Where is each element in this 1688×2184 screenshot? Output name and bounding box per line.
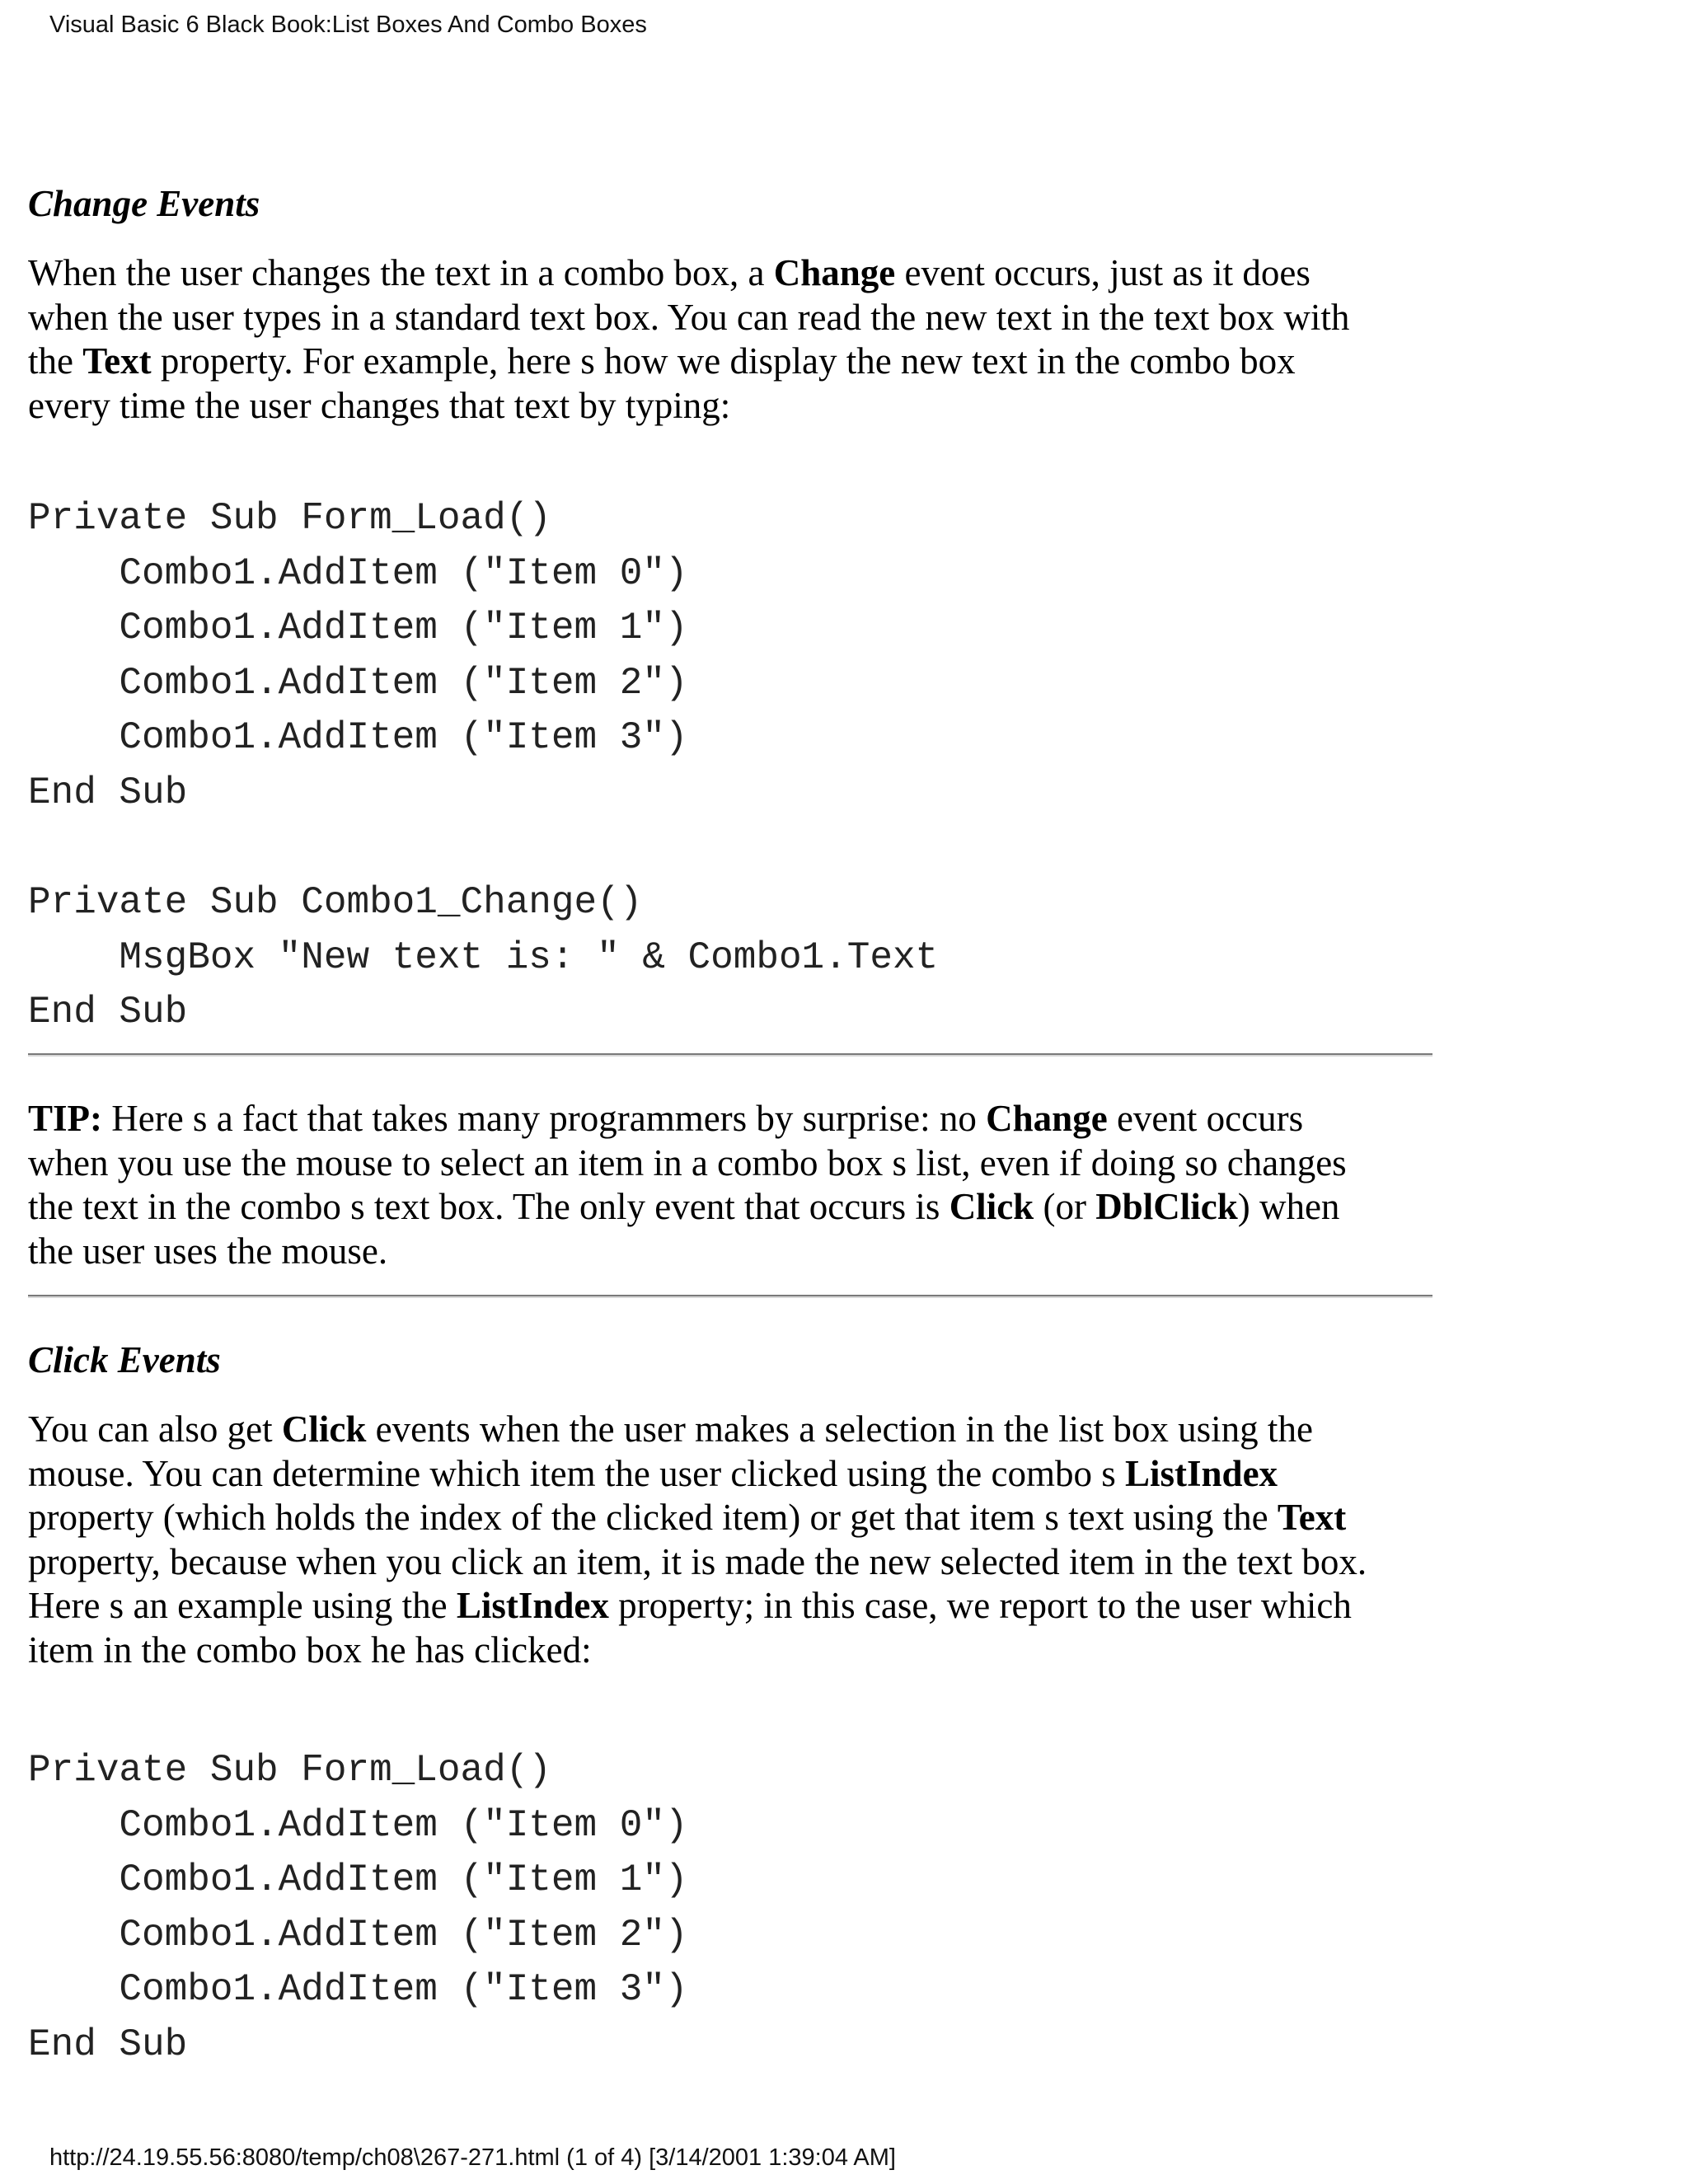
bold-term: Text <box>82 340 152 382</box>
tip-paragraph <box>28 1097 1429 1273</box>
text-line: when you use the mouse to select an item in a combo box s list, even if doing so changes <box>28 1141 1347 1183</box>
code-line: Combo1.AddItem ("Item 2") <box>28 1913 688 1957</box>
code-line: End Sub <box>28 991 188 1034</box>
code-line: Combo1.AddItem ("Item 0") <box>28 1803 688 1847</box>
code-line: Private Sub Form_Load() <box>28 1749 551 1792</box>
text-line: When the user changes the text in a combo box, a Change event occurs, just as it does <box>28 252 1311 293</box>
bold-term: TIP: <box>28 1098 102 1139</box>
text-line: mouse. You can determine which item the user clicked using the combo s ListIndex <box>28 1452 1278 1494</box>
text-line: the Text property. For example, here s how we display the new text in the combo box <box>28 340 1296 382</box>
code-line: End Sub <box>28 2022 188 2066</box>
code-line: Combo1.AddItem ("Item 3") <box>28 1968 688 2012</box>
tip-divider-top <box>28 1053 1432 1057</box>
code-line: Combo1.AddItem ("Item 1") <box>28 607 688 650</box>
heading-change-events: Change Events <box>28 183 260 224</box>
bold-term: DblClick <box>1095 1186 1238 1227</box>
text-line: property (which holds the index of the clicked item) or get that item s text using the Text <box>28 1497 1347 1538</box>
text-line: item in the combo box he has clicked: <box>28 1629 592 1671</box>
page-header: Visual Basic 6 Black Book:List Boxes And Combo Boxes <box>49 12 647 38</box>
code-block-combo-change <box>28 875 938 1040</box>
code-line: Combo1.AddItem ("Item 3") <box>28 716 688 760</box>
code-line: Private Sub Combo1_Change() <box>28 881 643 924</box>
code-block-form-load-1 <box>28 491 688 821</box>
text-line: the text in the combo s text box. The only event that occurs is Click (or DblClick) when <box>28 1186 1340 1227</box>
bold-term: Text <box>1277 1497 1347 1538</box>
bold-term: ListIndex <box>1124 1452 1278 1494</box>
bold-term: Change <box>773 252 896 293</box>
code-line: MsgBox "New text is: " & Combo1.Text <box>28 935 939 979</box>
code-line: Combo1.AddItem ("Item 2") <box>28 661 688 705</box>
heading-click-events: Click Events <box>28 1339 221 1380</box>
code-line: End Sub <box>28 771 188 814</box>
click-events-paragraph <box>28 1408 1429 1672</box>
code-line: Combo1.AddItem ("Item 1") <box>28 1858 688 1902</box>
tip-divider-bottom <box>28 1295 1432 1298</box>
bold-term: Click <box>949 1186 1034 1227</box>
code-line: Combo1.AddItem ("Item 0") <box>28 551 688 595</box>
text-line: the user uses the mouse. <box>28 1230 388 1272</box>
bold-term: Click <box>281 1408 367 1450</box>
text-line: Here s an example using the ListIndex property; in this case, we report to the user which <box>28 1585 1352 1626</box>
code-block-form-load-2 <box>28 1743 688 2073</box>
text-line: You can also get Click events when the user makes a selection in the list box using the <box>28 1408 1313 1450</box>
text-line: property, because when you click an item, it is made the new selected item in the text box. <box>28 1540 1367 1582</box>
text-line: every time the user changes that text by typing: <box>28 384 731 426</box>
change-events-paragraph <box>28 251 1429 428</box>
code-line: Private Sub Form_Load() <box>28 497 551 540</box>
bold-term: Change <box>986 1098 1108 1139</box>
bold-term: ListIndex <box>456 1585 609 1626</box>
text-line: when the user types in a standard text box. You can read the new text in the text box with <box>28 296 1350 338</box>
page-footer-url: http://24.19.55.56:8080/temp/ch08\267-271.html (1 of 4) [3/14/2001 1:39:04 AM] <box>49 2144 896 2171</box>
text-line: TIP: Here s a fact that takes many programmers by surprise: no Change event occurs <box>28 1098 1304 1139</box>
